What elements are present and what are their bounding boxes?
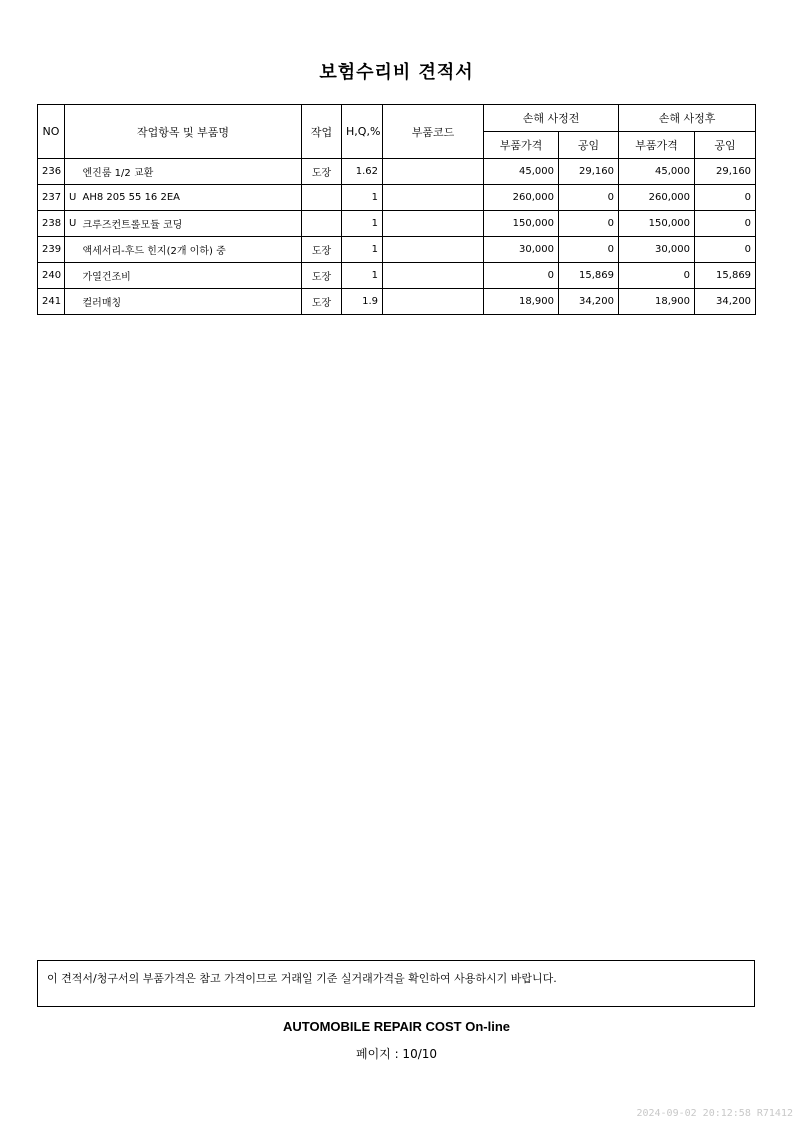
row-after-part-price: 0 xyxy=(619,263,695,289)
row-after-part-price: 260,000 xyxy=(619,185,695,211)
row-hq: 1 xyxy=(342,263,383,289)
row-part-code xyxy=(383,237,484,263)
row-after-part-price: 30,000 xyxy=(619,237,695,263)
header-hq: H,Q,% xyxy=(342,105,383,159)
row-before-labor: 29,160 xyxy=(559,159,619,185)
row-before-labor: 0 xyxy=(559,211,619,237)
row-no: 237 xyxy=(38,185,65,211)
table-row xyxy=(38,159,756,185)
row-item-name: 컬러매칭 xyxy=(79,289,302,315)
notice-box xyxy=(37,960,755,1007)
row-after-part-price: 18,900 xyxy=(619,289,695,315)
row-work xyxy=(302,211,342,237)
row-hq: 1 xyxy=(342,211,383,237)
row-part-code xyxy=(383,185,484,211)
row-after-labor: 34,200 xyxy=(695,289,756,315)
table-row xyxy=(38,263,756,289)
row-work: 도장 xyxy=(302,289,342,315)
row-flag xyxy=(65,289,79,315)
table-row xyxy=(38,211,756,237)
row-before-part-price: 18,900 xyxy=(484,289,559,315)
row-before-part-price: 30,000 xyxy=(484,237,559,263)
header-no: NO xyxy=(38,105,65,159)
row-hq: 1 xyxy=(342,185,383,211)
row-work xyxy=(302,185,342,211)
row-no: 238 xyxy=(38,211,65,237)
document-title: 보험수리비 견적서 xyxy=(319,62,474,83)
row-after-labor: 0 xyxy=(695,211,756,237)
table-body xyxy=(38,159,756,315)
row-item-name: 가열건조비 xyxy=(79,263,302,289)
print-timestamp: 2024-09-02 20:12:58 R71412 xyxy=(636,1108,793,1119)
page-number: 페이지 : 10/10 xyxy=(355,1047,438,1061)
header-before-part-price: 부품가격 xyxy=(484,132,559,159)
row-after-labor: 15,869 xyxy=(695,263,756,289)
row-before-labor: 34,200 xyxy=(559,289,619,315)
header-after-adjustment: 손해 사정후 xyxy=(619,105,756,132)
row-item-name: AH8 205 55 16 2EA xyxy=(79,185,302,211)
estimate-table xyxy=(37,104,756,315)
row-part-code xyxy=(383,289,484,315)
row-flag: U xyxy=(65,211,79,237)
row-work: 도장 xyxy=(302,159,342,185)
row-hq: 1.62 xyxy=(342,159,383,185)
row-flag xyxy=(65,263,79,289)
table-row xyxy=(38,237,756,263)
row-hq: 1 xyxy=(342,237,383,263)
row-no: 240 xyxy=(38,263,65,289)
header-item: 작업항목 및 부품명 xyxy=(65,105,302,159)
row-after-labor: 29,160 xyxy=(695,159,756,185)
row-hq: 1.9 xyxy=(342,289,383,315)
row-before-part-price: 0 xyxy=(484,263,559,289)
row-item-name: 엔진룸 1/2 교환 xyxy=(79,159,302,185)
header-after-labor: 공임 xyxy=(695,132,756,159)
table-header-row xyxy=(38,105,756,132)
row-part-code xyxy=(383,159,484,185)
table-row xyxy=(38,289,756,315)
row-item-name: 크루즈컨트롤모듈 코딩 xyxy=(79,211,302,237)
row-before-part-price: 45,000 xyxy=(484,159,559,185)
row-no: 236 xyxy=(38,159,65,185)
row-before-labor: 15,869 xyxy=(559,263,619,289)
row-after-labor: 0 xyxy=(695,237,756,263)
header-part-code: 부품코드 xyxy=(383,105,484,159)
notice-text: 이 견적서/청구서의 부품가격은 참고 가격이므로 거래일 기준 실거래가격을 확인하여 사용하시기 바랍니다. xyxy=(47,972,557,985)
row-no: 241 xyxy=(38,289,65,315)
row-flag xyxy=(65,159,79,185)
header-after-part-price: 부품가격 xyxy=(619,132,695,159)
row-work: 도장 xyxy=(302,237,342,263)
header-work: 작업 xyxy=(302,105,342,159)
header-before-labor: 공임 xyxy=(559,132,619,159)
row-work: 도장 xyxy=(302,263,342,289)
row-flag: U xyxy=(65,185,79,211)
row-flag xyxy=(65,237,79,263)
row-part-code xyxy=(383,263,484,289)
table-row xyxy=(38,185,756,211)
header-before-adjustment: 손해 사정전 xyxy=(484,105,619,132)
row-before-part-price: 260,000 xyxy=(484,185,559,211)
row-item-name: 액세서리-후드 힌지(2개 이하) 중 xyxy=(79,237,302,263)
row-before-part-price: 150,000 xyxy=(484,211,559,237)
footer-title: AUTOMOBILE REPAIR COST On-line xyxy=(282,1019,511,1034)
row-before-labor: 0 xyxy=(559,185,619,211)
row-part-code xyxy=(383,211,484,237)
row-after-labor: 0 xyxy=(695,185,756,211)
row-no: 239 xyxy=(38,237,65,263)
row-before-labor: 0 xyxy=(559,237,619,263)
row-after-part-price: 45,000 xyxy=(619,159,695,185)
row-after-part-price: 150,000 xyxy=(619,211,695,237)
